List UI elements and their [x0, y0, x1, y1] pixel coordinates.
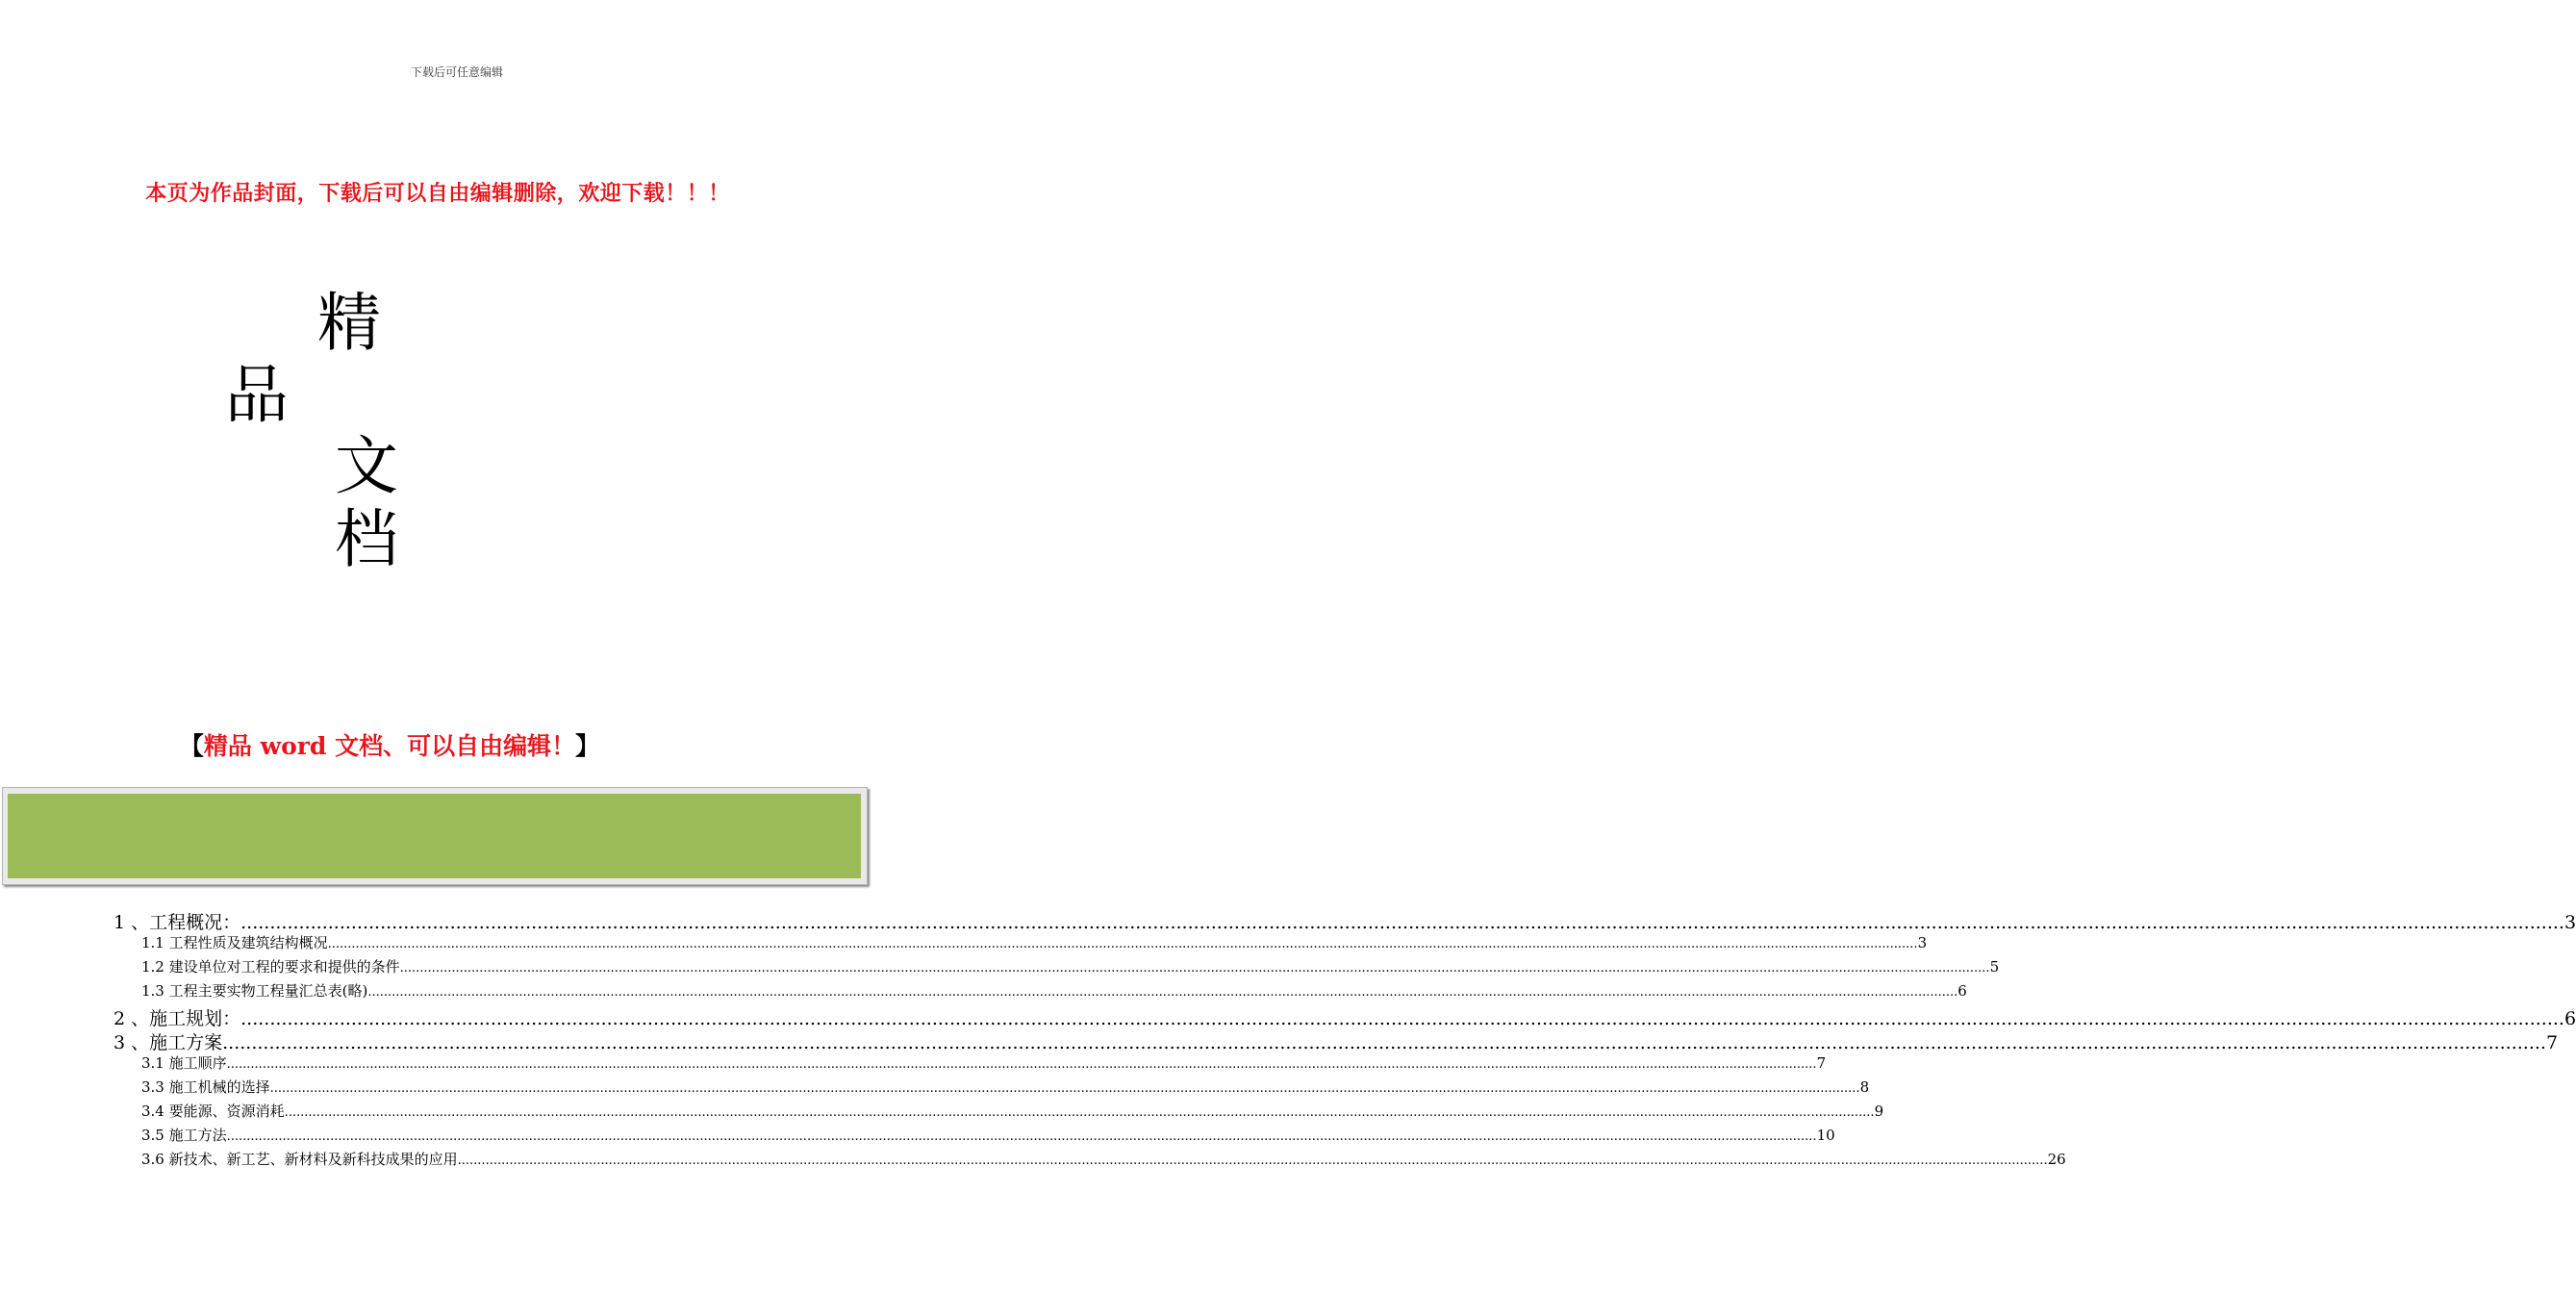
toc-dot-leader: ................................................................................................................................................................................................................................................................................................................................................................................................................	[240, 1008, 2564, 1029]
toc-entry-label: 3.6 新技术、新工艺、新材料及新科技成果的应用	[141, 1151, 458, 1168]
toc-entry[interactable]	[114, 1101, 1884, 1125]
title-char-4: 档	[335, 502, 398, 576]
toc-entry-page: 8	[1859, 1078, 1870, 1096]
green-divider-fill	[8, 794, 861, 878]
page-header-note: 下载后可任意编辑	[410, 65, 503, 79]
toc-entry-label: 3.5 施工方法	[141, 1127, 227, 1144]
toc-dot-leader: ................................................................................................................................................................................................................................................................................................................................................................................................................	[269, 1081, 1860, 1096]
toc-entry-label: 1 、工程概况：	[114, 912, 241, 933]
toc-dot-leader: ................................................................................................................................................................................................................................................................................................................................................................................................................	[457, 1154, 2048, 1168]
toc-entry[interactable]	[114, 1077, 1870, 1101]
toc-dot-leader: ................................................................................................................................................................................................................................................................................................................................................................................................................	[284, 1105, 1875, 1120]
toc-dot-leader: ................................................................................................................................................................................................................................................................................................................................................................................................................	[226, 1129, 1817, 1144]
toc-entry[interactable]	[114, 932, 1928, 956]
toc-dot-leader: ................................................................................................................................................................................................................................................................................................................................................................................................................	[399, 961, 1990, 976]
editable-banner	[0, 727, 779, 762]
toc-entry-page: 9	[1874, 1103, 1884, 1120]
toc-entry-page: 6	[1957, 982, 1967, 1000]
banner-open-bracket: 【	[179, 732, 204, 760]
title-char-2: 品	[225, 358, 289, 432]
toc-entry-page: 7	[1816, 1054, 1827, 1072]
toc-entry-page: 3	[1917, 934, 1928, 951]
toc-entry-label: 1.1 工程性质及建筑结构概况	[141, 934, 328, 951]
toc-entry-label: 3.1 施工顺序	[141, 1054, 227, 1072]
toc-entry-page: 7	[2545, 1032, 2559, 1053]
banner-close-bracket: 】	[575, 732, 600, 760]
toc-entry-page: 5	[1989, 958, 2000, 976]
toc-entry[interactable]	[114, 980, 1967, 1004]
title-char-3: 文	[335, 429, 398, 503]
toc-entry-label: 3.4 要能源、资源消耗	[141, 1103, 285, 1120]
toc-dot-leader: ................................................................................................................................................................................................................................................................................................................................................................................................................	[226, 1057, 1817, 1072]
toc-dot-leader: ................................................................................................................................................................................................................................................................................................................................................................................................................	[367, 985, 1958, 1000]
toc-entry[interactable]	[114, 1149, 2066, 1173]
toc-entry[interactable]	[114, 1028, 2559, 1053]
toc-entry-page: 6	[2563, 1008, 2576, 1029]
toc-dot-leader: ................................................................................................................................................................................................................................................................................................................................................................................................................	[222, 1032, 2546, 1053]
toc-entry-page: 3	[2563, 912, 2576, 933]
toc-entry[interactable]	[114, 1125, 1835, 1149]
table-of-contents	[114, 908, 2576, 1173]
toc-entry[interactable]	[114, 956, 2000, 980]
green-divider-box	[2, 787, 868, 885]
cover-notice: 本页为作品封面，下载后可以自由编辑删除，欢迎下载！！！	[145, 182, 730, 206]
toc-entry-label: 2 、施工规划：	[114, 1008, 241, 1029]
toc-entry-label: 3 、施工方案	[114, 1032, 223, 1053]
toc-entry[interactable]	[114, 1052, 1827, 1077]
toc-entry-page: 10	[1816, 1127, 1835, 1144]
toc-dot-leader: ................................................................................................................................................................................................................................................................................................................................................................................................................	[327, 937, 1918, 951]
title-char-1: 精	[317, 286, 381, 360]
toc-entry-label: 1.3 工程主要实物工程量汇总表(略)	[141, 982, 368, 1000]
toc-entry[interactable]	[114, 908, 2576, 933]
toc-dot-leader: ................................................................................................................................................................................................................................................................................................................................................................................................................	[240, 912, 2564, 933]
toc-entry[interactable]	[114, 1004, 2576, 1029]
toc-entry-label: 1.2 建设单位对工程的要求和提供的条件	[141, 958, 400, 976]
toc-entry-page: 26	[2047, 1151, 2066, 1168]
banner-text: 精品 word 文档、可以自由编辑！	[203, 732, 576, 760]
toc-entry-label: 3.3 施工机械的选择	[141, 1078, 270, 1096]
